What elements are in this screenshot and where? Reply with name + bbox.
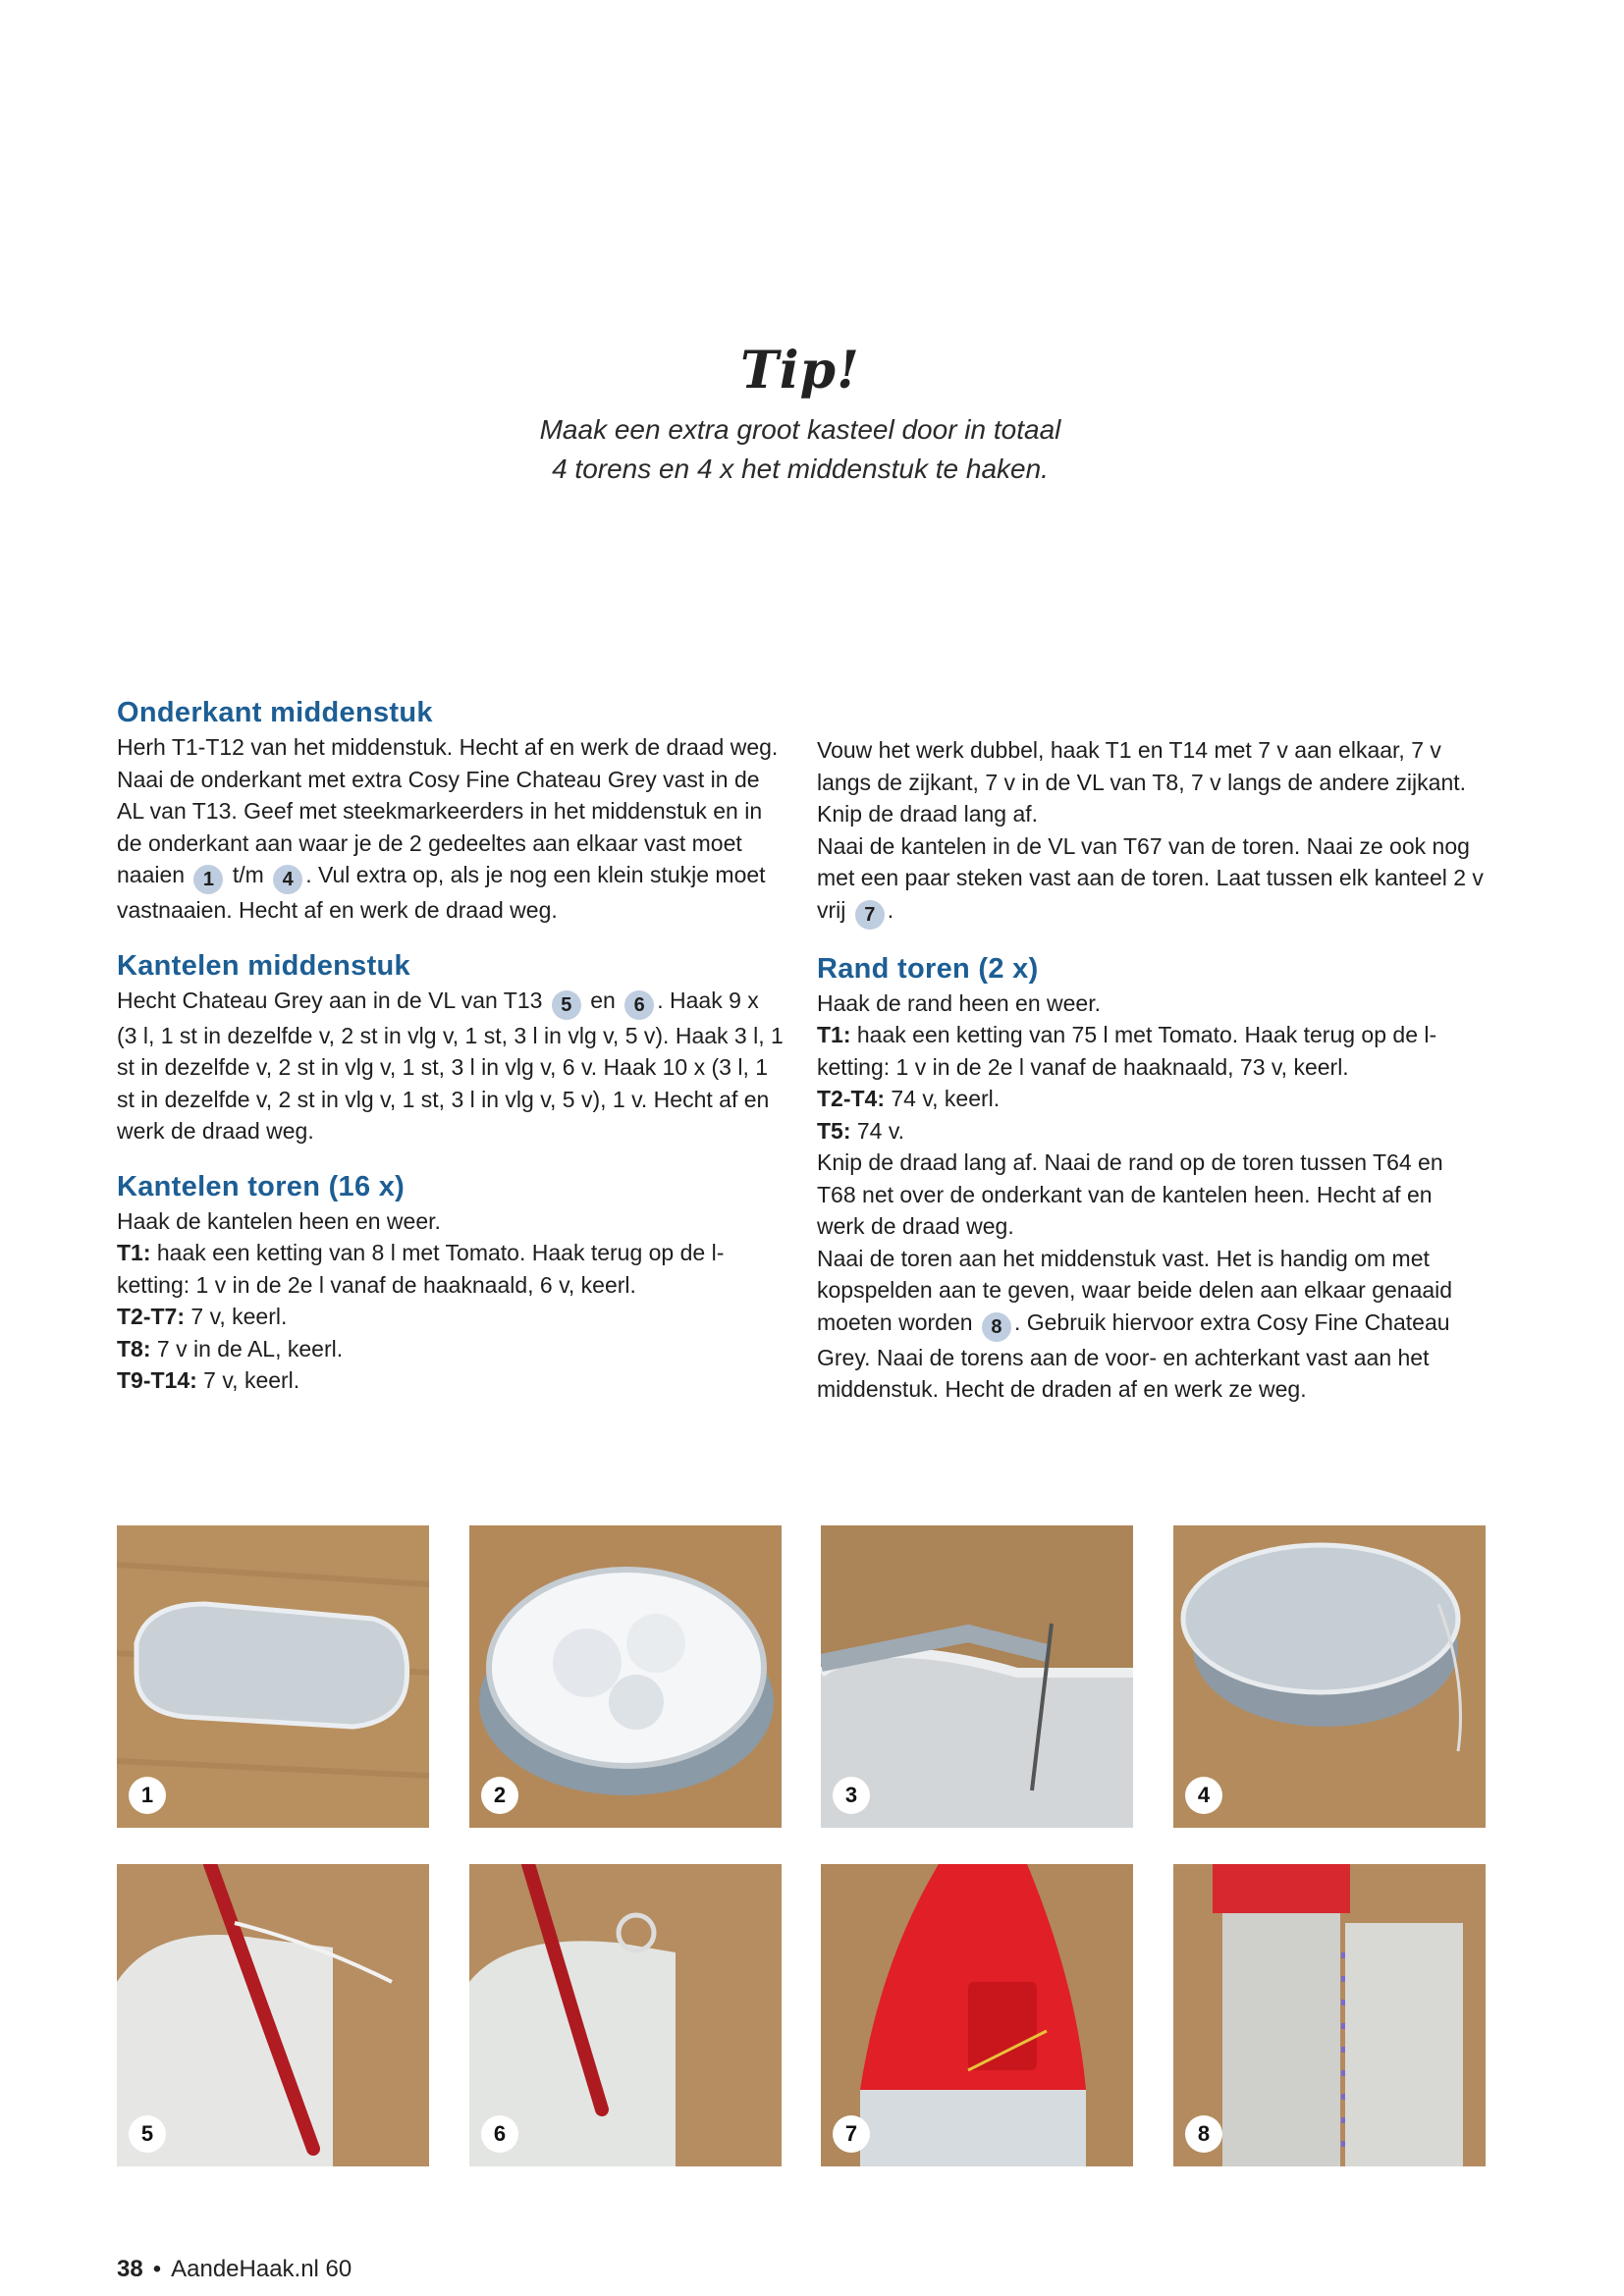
paragraph-kantelen-middenstuk: [117, 985, 785, 1148]
photo-3: [821, 1525, 1133, 1828]
heading-rand-toren: Rand toren (2 x): [817, 952, 1039, 985]
row-text: 7 v, keerl.: [185, 1304, 288, 1329]
photo-8: [1173, 1864, 1486, 2166]
row-t8: [117, 1333, 785, 1365]
step-badge-1: 1: [193, 865, 223, 894]
rand-toren-intro: Haak de rand heen en weer.: [817, 989, 1101, 1016]
row-label: T5:: [817, 1117, 851, 1144]
photo-6: [469, 1864, 782, 2166]
right-column: [817, 734, 1485, 1406]
photo-4: [1173, 1525, 1486, 1828]
paragraph-onderkant: [117, 731, 785, 927]
step-badge-6: 6: [624, 990, 654, 1020]
row-label: T1:: [817, 1022, 851, 1047]
photo-number-badge: 5: [129, 2115, 166, 2153]
onderkant-text-1: Herh T1-T12 van het middenstuk. Hecht af en werk de draad weg. Naai de onderkant met extra Cosy Fine Chateau Grey vast in de AL van T13. Geef met steekmarkeerders in het middenstuk en in de onderkant aan waar je de 2 gedeeltes aan elkaar vast moet naaien: [117, 734, 779, 887]
page-number: 38: [117, 2256, 143, 2282]
photo-number-badge: 8: [1185, 2115, 1222, 2153]
photo-number-badge: 4: [1185, 1777, 1222, 1814]
row-text: 7 v in de AL, keerl.: [150, 1335, 344, 1362]
photo-grid: [117, 1525, 1486, 2169]
onderkant-text-2: . Vul extra op, als je nog een klein stukje moet vastnaaien. Hecht af en werk de draad weg.: [117, 862, 766, 923]
heading-kantelen-middenstuk: Kantelen middenstuk: [117, 949, 410, 982]
tip-title: Tip!: [740, 341, 860, 400]
step-badge-5: 5: [552, 990, 581, 1020]
rand-row-t5: [817, 1115, 1485, 1148]
naai-kantelen-text: Naai de kantelen in de VL van T67 van de toren. Naai ze ook nog met een paar steken vast aan de toren. Laat tussen elk kanteel 2 v vrij: [817, 832, 1484, 923]
row-text: 7 v, keerl.: [196, 1367, 300, 1393]
row-text: haak een ketting van 8 l met Tomato. Haak terug op de l-ketting: 1 v in de 2e l vanaf de haaknaald, 6 v, keerl.: [117, 1240, 725, 1298]
tip-line-1: Maak een extra groot kasteel door in totaal: [539, 414, 1061, 445]
heading-onderkant-middenstuk: Onderkant middenstuk: [117, 697, 433, 728]
paragraph-vouw: Vouw het werk dubbel, haak T1 en T14 met 7 v aan elkaar, 7 v langs de zijkant, 7 v in de VL van T8, 7 v langs de andere zijkant. Knip de draad lang af.: [817, 737, 1467, 827]
en-text: en: [590, 987, 616, 1013]
kantelen-text-2: . Haak 9 x (3 l, 1 st in dezelfde v, 2 st in vlg v, 1 st, 3 l in vlg v, 5 v). Haak 3 l, 1 st in dezelfde v, 2 st in vlg v, 1 st, 3 l in vlg v, 6 v. Haak 10 x (3 l, 1 st in dezelfde v, 2 st in vlg v, 1 st, 3 l in vlg v, 5 v), 1 v. Hecht af en werk de draad weg.: [117, 987, 784, 1144]
paragraph-naai-kantelen: [817, 830, 1485, 930]
row-text: 74 v, keerl.: [885, 1086, 1001, 1111]
kantelen-toren-intro: Haak de kantelen heen en weer.: [117, 1207, 441, 1234]
row-label: T9-T14:: [117, 1367, 197, 1393]
row-text: 74 v.: [850, 1117, 905, 1144]
page-footer: [117, 2256, 352, 2283]
rand-row-t2-t4: [817, 1083, 1485, 1115]
row-label: T2-T4:: [817, 1086, 885, 1111]
step-badge-4: 4: [273, 865, 302, 894]
naai-kantelen-end: .: [887, 896, 894, 923]
photo-7: [821, 1864, 1133, 2166]
magazine-name: AandeHaak.nl 60: [171, 2256, 352, 2282]
paragraph-naai-toren: [817, 1243, 1485, 1406]
step-badge-7: 7: [855, 900, 885, 930]
row-text: haak een ketting van 75 l met Tomato. Haak terug op de l-ketting: 1 v in de 2e l vanaf de haaknaald, 73 v, keerl.: [817, 1022, 1437, 1080]
photo-number-badge: 7: [833, 2115, 870, 2153]
photo-number-badge: 1: [129, 1777, 166, 1814]
paragraph-knip: Knip de draad lang af. Naai de rand op de toren tussen T64 en T68 net over de onderkant van de kantelen heen. Hecht af en werk de draad weg.: [817, 1149, 1443, 1239]
photo-number-badge: 3: [833, 1777, 870, 1814]
naai-toren-end: . Gebruik hiervoor extra Cosy Fine Chateau Grey. Naai de torens aan de voor- en achterkant vast aan het middenstuk. Hecht de draden af en werk ze weg.: [817, 1308, 1450, 1402]
rand-row-t1: [817, 1019, 1485, 1083]
row-label: T8:: [117, 1335, 151, 1362]
left-column: [117, 695, 785, 1397]
row-t9-t14: [117, 1364, 785, 1397]
step-badge-8: 8: [982, 1312, 1011, 1342]
footer-bullet: •: [152, 2256, 162, 2282]
photo-1: [117, 1525, 429, 1828]
heading-kantelen-toren: Kantelen toren (16 x): [117, 1170, 406, 1202]
photo-number-badge: 6: [481, 2115, 518, 2153]
photo-5: [117, 1864, 429, 2166]
photo-2: [469, 1525, 782, 1828]
row-t1: [117, 1237, 785, 1301]
tip-box: [393, 341, 1208, 489]
tm-text: t/m: [232, 862, 264, 887]
row-label: T1:: [117, 1240, 151, 1265]
row-label: T2-T7:: [117, 1304, 185, 1329]
tip-line-2: 4 torens en 4 x het middenstuk te haken.: [552, 454, 1049, 484]
photo-number-badge: 2: [481, 1777, 518, 1814]
naai-toren-text: Naai de toren aan het middenstuk vast. Het is handig om met kopspelden aan te geven, waar beide delen aan elkaar genaaid moeten worden: [817, 1245, 1453, 1335]
row-t2-t7: [117, 1301, 785, 1333]
kantelen-text-1: Hecht Chateau Grey aan in de VL van T13: [117, 987, 543, 1013]
